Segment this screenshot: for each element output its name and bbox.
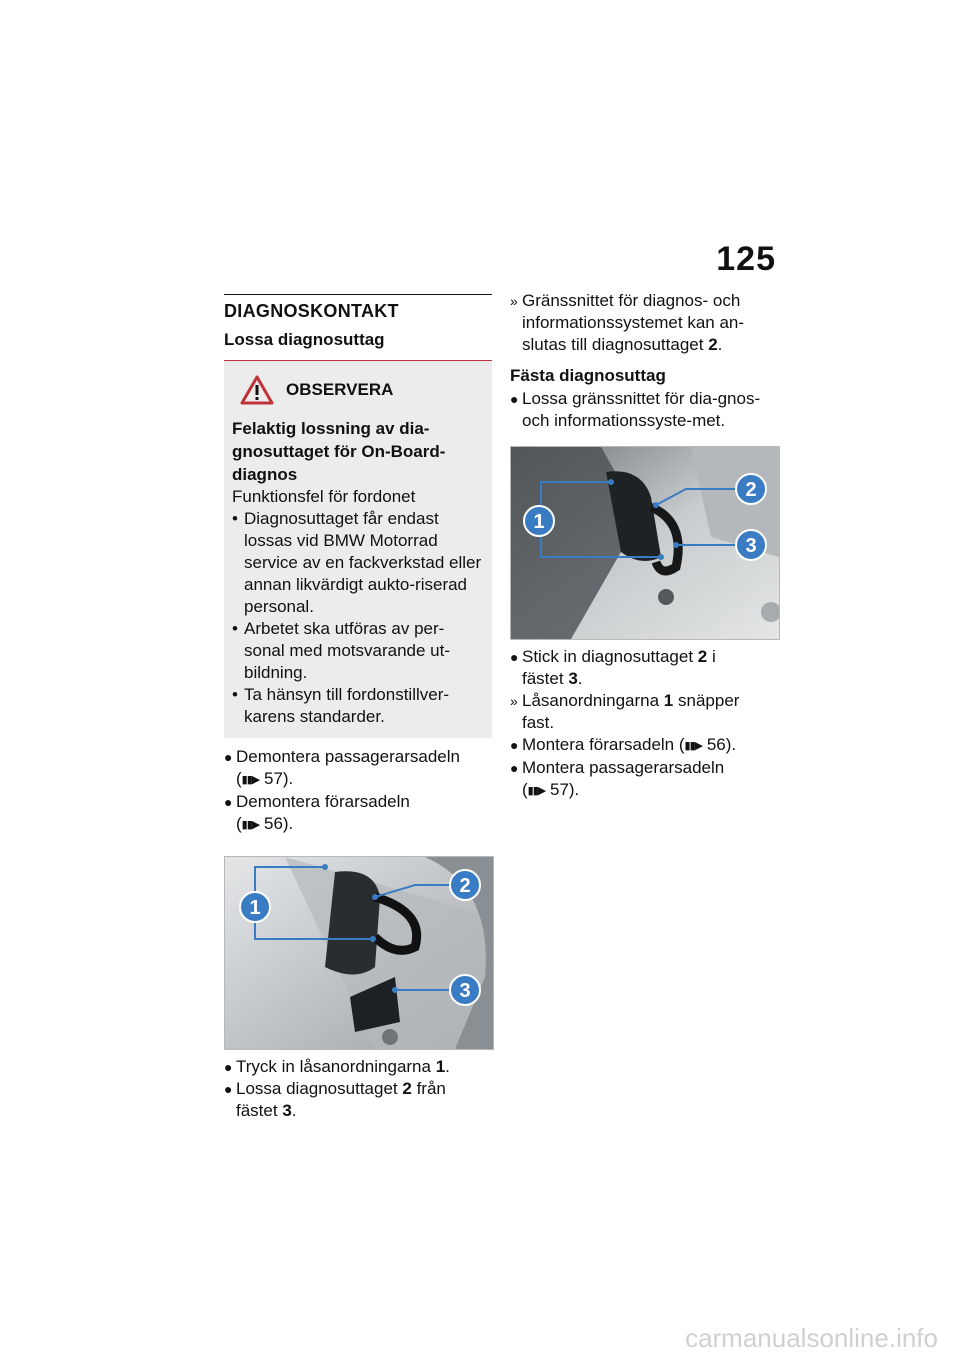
left-column bbox=[224, 294, 492, 1122]
warning-triangle-icon bbox=[240, 375, 274, 405]
list-item: ● Montera förarsadeln (▮▮▶ 56). bbox=[510, 735, 737, 754]
list-item: ● Lossa gränssnittet för dia-gnos- och informationssyste-met. bbox=[510, 389, 761, 430]
step-text: Lossa diagnosuttaget bbox=[236, 1079, 398, 1098]
step-tail: snäpper bbox=[678, 691, 740, 710]
steps-after bbox=[224, 1056, 492, 1122]
result-text: Gränssnittet för diagnos- och informationssystemet kan an-slutas till diagnosuttaget bbox=[522, 291, 745, 354]
list-item: ● Demontera passagerarsadeln (▮▮▶ 57). bbox=[224, 747, 460, 788]
result-list bbox=[510, 290, 780, 356]
step-tail: . bbox=[445, 1057, 450, 1076]
notice-text: Funktionsfel för fordonet bbox=[232, 487, 416, 506]
step-text: Montera förarsadeln ( bbox=[522, 735, 685, 754]
subsection-title: Lossa diagnosuttag bbox=[224, 330, 492, 361]
page-number: 125 bbox=[716, 240, 776, 278]
step-tail: . bbox=[577, 669, 583, 688]
callout-ref: 1 bbox=[663, 691, 674, 710]
callout-ref: 2 bbox=[708, 335, 718, 354]
list-item: » Gränssnittet för diagnos- och informationssystemet kan an-slutas till diagnosuttaget 2. bbox=[510, 291, 745, 354]
notice-list bbox=[232, 508, 484, 728]
page-reference-arrow-icon: ▮▮▶ bbox=[241, 774, 260, 786]
page-ref[interactable]: 57). bbox=[263, 769, 294, 788]
step-text: fästet bbox=[522, 669, 564, 688]
list-item: • Arbetet ska utföras av per-sonal med motsvarande ut-bildning. bbox=[232, 619, 450, 682]
step-text: Montera passagerarsadeln bbox=[522, 758, 725, 777]
step-tail: . bbox=[717, 335, 723, 354]
callout-3 bbox=[736, 530, 766, 560]
right-column bbox=[510, 290, 780, 802]
page-ref[interactable]: 56). bbox=[263, 814, 294, 833]
step-tail: . bbox=[291, 1101, 297, 1120]
figure-remove bbox=[224, 856, 494, 1050]
list-item-text: Diagnosuttaget får endast lossas vid BMW Motorrad service av en fackverkstad eller annan likvärdigt aukto-riserad personal. bbox=[244, 509, 482, 616]
callout-1 bbox=[240, 892, 270, 922]
notice-label: OBSERVERA bbox=[286, 380, 394, 399]
section-title: DIAGNOSKONTAKT bbox=[224, 294, 492, 322]
notice-header bbox=[240, 375, 484, 405]
result-text: Låsanordningarna bbox=[522, 691, 660, 710]
page-ref[interactable]: 56). bbox=[706, 735, 737, 754]
step-text: Demontera förarsadeln bbox=[236, 792, 410, 811]
step-text: Tryck in låsanordningarna bbox=[236, 1057, 431, 1076]
list-item-text: Arbetet ska utföras av per-sonal med motsvarande ut-bildning. bbox=[244, 619, 450, 682]
figure-attach bbox=[510, 446, 780, 640]
svg-text:3: 3 bbox=[459, 980, 471, 1002]
callout-ref: 3 bbox=[568, 669, 578, 688]
list-item: » Låsanordningarna 1 snäpper fast. bbox=[510, 691, 740, 732]
callout-2 bbox=[736, 474, 766, 504]
svg-text:3: 3 bbox=[745, 535, 757, 557]
callout-1 bbox=[524, 506, 554, 536]
callout-ref: 2 bbox=[402, 1079, 412, 1098]
svg-text:2: 2 bbox=[459, 875, 471, 897]
callout-ref: 3 bbox=[282, 1101, 292, 1120]
step-tail: i bbox=[712, 647, 716, 666]
svg-text:2: 2 bbox=[745, 479, 757, 501]
page-reference-arrow-icon: ▮▮▶ bbox=[527, 785, 546, 797]
step-text: Demontera passagerarsadeln bbox=[236, 747, 460, 766]
notice-title: Felaktig lossning av dia-gnosuttaget för On-Board-diagnos bbox=[232, 419, 446, 484]
list-item: ● Lossa diagnosuttaget 2 från fästet 3. bbox=[224, 1079, 446, 1120]
list-item: ● Stick in diagnosuttaget 2 i fästet 3. bbox=[510, 647, 716, 688]
callout-ref: 1 bbox=[435, 1057, 446, 1076]
svg-text:1: 1 bbox=[249, 897, 261, 919]
notice-box bbox=[224, 361, 492, 738]
list-item: • Diagnosuttaget får endast lossas vid BMW Motorrad service av en fackverkstad eller annan likvärdigt aukto-riserad personal. bbox=[232, 509, 482, 616]
steps-after bbox=[510, 646, 780, 802]
figure-illustration bbox=[225, 857, 493, 1049]
footer-watermark[interactable]: carmanualsonline.info bbox=[685, 1323, 938, 1353]
list-item: ● Montera passagerarsadeln (▮▮▶ 57). bbox=[510, 758, 725, 799]
step-text: fästet bbox=[236, 1101, 278, 1120]
subsection-title: Fästa diagnosuttag bbox=[510, 366, 666, 385]
step-tail: från bbox=[416, 1079, 446, 1098]
steps-before bbox=[224, 746, 492, 836]
list-item: ● Demontera förarsadeln (▮▮▶ 56). bbox=[224, 792, 410, 833]
step-text: Stick in diagnosuttaget bbox=[522, 647, 694, 666]
step-text: fast. bbox=[522, 713, 555, 732]
page-ref[interactable]: 57). bbox=[549, 780, 580, 799]
step-text: Lossa gränssnittet för dia-gnos- och informationssyste-met. bbox=[522, 389, 761, 430]
list-item: • Ta hänsyn till fordonstillver-karens standarder. bbox=[232, 685, 450, 726]
page-reference-arrow-icon: ▮▮▶ bbox=[684, 740, 703, 752]
figure-illustration bbox=[511, 447, 779, 639]
callout-2 bbox=[450, 870, 480, 900]
callout-ref: 2 bbox=[697, 647, 708, 666]
callout-3 bbox=[450, 975, 480, 1005]
list-item: ● Tryck in låsanordningarna 1. bbox=[224, 1057, 450, 1076]
steps-first bbox=[510, 388, 780, 432]
page-reference-arrow-icon: ▮▮▶ bbox=[241, 819, 260, 831]
list-item-text: Ta hänsyn till fordonstillver-karens standarder. bbox=[244, 685, 450, 726]
svg-text:1: 1 bbox=[533, 511, 545, 533]
